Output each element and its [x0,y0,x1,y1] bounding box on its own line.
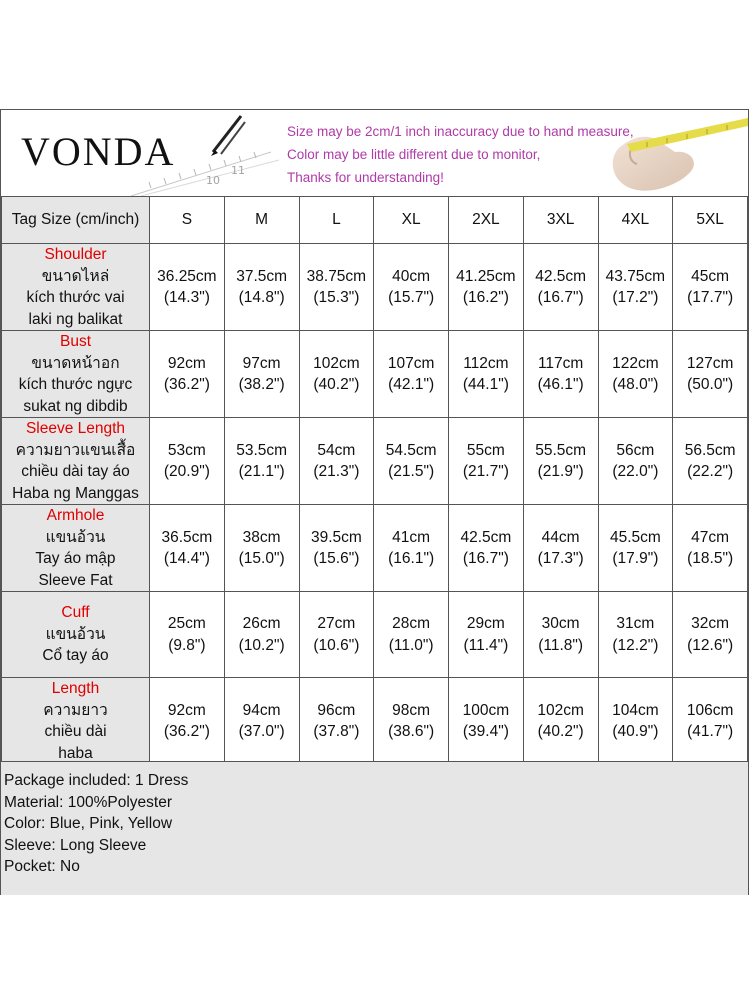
value-cell-xl [374,244,449,331]
measurement-translation: Haba ng Manggas [12,484,139,502]
value-cell-m [224,244,299,331]
value-cell-5xl [673,244,748,331]
size-header-4xl: 4XL [598,197,673,244]
value-cell-l [299,505,374,592]
value-cell-2xl [449,678,524,765]
value-inch: (40.2") [537,723,584,740]
value-cell-5xl [673,505,748,592]
measurement-name: Bust [59,333,91,350]
measurement-label [2,331,150,418]
value-inch: (17.7") [687,289,734,306]
value-cm: 38.75cm [306,267,367,285]
value-cell-4xl [598,418,673,505]
value-cm: 44cm [541,528,580,546]
value-cell-s [150,592,225,678]
measurement-translation: ความยาว [43,701,108,719]
value-inch: (44.1") [462,376,509,393]
measurement-row [2,418,748,505]
value-cm: 25cm [167,615,206,632]
value-inch: (22.2") [687,463,734,480]
value-cm: 43.75cm [605,267,666,285]
value-inch: (14.3") [163,289,210,306]
value-cm: 56.5cm [684,441,736,459]
value-cm: 55.5cm [535,441,587,459]
measurement-name: Armhole [46,507,105,524]
value-cm: 122cm [612,354,659,372]
header-banner [1,110,748,197]
value-cell-s [150,418,225,505]
value-cm: 102cm [537,701,584,719]
value-inch: (15.0") [238,550,285,567]
value-cm: 42.5cm [535,267,587,285]
measurement-row [2,331,748,418]
value-cm: 36.25cm [157,267,217,285]
value-cm: 96cm [317,701,356,719]
value-cm: 45.5cm [609,528,661,546]
hand-tape-illustration [597,110,748,196]
value-cell-2xl [449,244,524,331]
value-inch: (12.6") [687,636,734,654]
size-header-xl: XL [374,197,449,244]
value-cm: 53.5cm [236,441,288,459]
value-cell-3xl [523,505,598,592]
value-inch: (14.8") [238,289,285,306]
value-cm: 98cm [392,701,431,719]
value-cell-l [299,331,374,418]
value-cell-5xl [673,418,748,505]
measurement-translation: Tay áo mập [35,550,116,567]
value-cell-3xl [523,678,598,765]
value-cm: 94cm [242,701,281,719]
value-inch: (11.8") [538,636,584,654]
value-cell-l [299,592,374,678]
value-cell-m [224,418,299,505]
value-cell-4xl [598,244,673,331]
measurement-translation: ความยาวแขนเสื้อ [15,441,136,459]
value-cell-2xl [449,418,524,505]
measurement-row [2,592,748,678]
value-inch: (15.6") [313,550,360,567]
measurement-translation: haba [58,744,93,762]
measurement-translation: ขนาดหน้าอก [31,354,120,372]
value-inch: (21.7") [462,463,509,480]
measurement-translation: kích thước vai [26,289,125,306]
value-inch: (42.1") [388,376,435,393]
value-inch: (36.2") [163,723,210,740]
value-inch: (18.5") [687,550,734,567]
value-cm: 29cm [466,615,505,632]
value-cm: 45cm [691,267,730,285]
measurement-translation: chiều dài tay áo [21,463,130,480]
measurement-label [2,418,150,505]
value-inch: (38.2") [238,376,285,393]
info-line-material: Material: 100%Polyester [4,793,172,811]
value-cm: 39.5cm [310,528,362,546]
value-cell-s [150,678,225,765]
note-line: Size may be 2cm/1 inch inaccuracy due to hand measure, [287,124,634,139]
measurement-name: Cuff [61,604,90,622]
measurement-translation: ขนาดไหล่ [41,267,110,285]
size-header-s: S [150,197,225,244]
info-line-sleeve: Sleeve: Long Sleeve [4,836,147,854]
value-cm: 42.5cm [460,528,512,546]
value-inch: (12.2") [612,636,659,654]
value-cm: 47cm [691,528,730,546]
measurement-notes [287,120,634,189]
value-cell-5xl [673,592,748,678]
value-inch: (11.0") [388,636,434,654]
value-cm: 30cm [541,615,580,632]
measurement-label [2,244,150,331]
value-cm: 97cm [242,354,281,372]
measurement-translation: Cổ tay áo [42,647,109,665]
value-cell-2xl [449,331,524,418]
value-cell-3xl [523,244,598,331]
value-inch: (37.8") [313,723,360,740]
value-cm: 54cm [317,441,356,459]
value-cm: 32cm [691,615,730,632]
value-cm: 127cm [686,354,734,372]
size-chart [0,109,749,895]
svg-text:10: 10 [206,174,220,187]
value-inch: (50.0") [687,376,734,393]
value-cell-s [150,505,225,592]
value-inch: (46.1") [537,376,584,393]
value-inch: (20.9") [163,463,210,480]
value-cm: 92cm [167,354,206,372]
value-cell-4xl [598,505,673,592]
measurement-translation: kích thước ngực [18,376,133,393]
value-inch: (41.7") [687,723,734,740]
value-cell-xl [374,418,449,505]
value-inch: (37.0") [238,723,285,740]
value-inch: (9.8") [168,636,206,654]
value-cell-xl [374,331,449,418]
measurement-translation: chiều dài [44,723,107,740]
value-cm: 37.5cm [236,267,288,285]
value-cm: 28cm [392,615,431,632]
note-line: Color may be little different due to monitor, [287,147,541,162]
value-inch: (16.7") [537,289,584,306]
size-header-3xl: 3XL [523,197,598,244]
value-cm: 40cm [392,267,431,285]
value-cell-4xl [598,592,673,678]
measurement-translation: Sleeve Fat [38,571,113,589]
info-line-package: Package included: 1 Dress [4,772,189,789]
measurement-label [2,678,150,765]
value-inch: (11.4") [463,636,509,654]
measurement-name: Sleeve Length [25,420,126,437]
value-cell-m [224,678,299,765]
value-cell-4xl [598,331,673,418]
size-table [1,196,748,765]
value-cell-3xl [523,418,598,505]
value-inch: (10.6") [313,636,360,654]
size-header-row [2,197,748,244]
value-cm: 55cm [466,441,505,459]
value-inch: (39.4") [462,723,509,740]
value-inch: (48.0") [612,376,659,393]
value-cell-2xl [449,505,524,592]
measurement-name: Length [51,680,100,697]
value-cm: 112cm [463,354,509,372]
measurement-label [2,505,150,592]
value-inch: (21.9") [537,463,584,480]
value-cm: 41.25cm [456,267,516,285]
value-cm: 38cm [242,528,281,546]
value-cm: 54.5cm [385,441,437,459]
value-cm: 106cm [686,701,734,719]
product-info [1,761,748,895]
ruler-pen-illustration [121,112,281,196]
value-cell-l [299,244,374,331]
value-cell-xl [374,678,449,765]
value-cm: 31cm [616,615,655,632]
value-cm: 107cm [387,354,435,372]
value-cm: 27cm [317,615,356,632]
value-inch: (17.3") [537,550,584,567]
info-line-pocket: Pocket: No [4,858,80,875]
value-cm: 117cm [537,354,584,372]
measurement-row [2,244,748,331]
value-cm: 100cm [462,701,510,719]
measurement-name: Shoulder [44,246,107,263]
value-inch: (17.9") [612,550,659,567]
tag-size-header: Tag Size (cm/inch) [2,197,150,244]
measurement-label [2,592,150,678]
value-inch: (21.1") [238,463,285,480]
value-inch: (36.2") [163,376,210,393]
value-cell-l [299,418,374,505]
value-cell-m [224,331,299,418]
value-cm: 92cm [167,701,206,719]
value-cell-2xl [449,592,524,678]
measurement-row [2,505,748,592]
value-inch: (10.2") [238,636,285,654]
size-header-2xl: 2XL [449,197,524,244]
value-cm: 41cm [392,528,431,546]
value-cm: 53cm [167,441,206,459]
value-cell-m [224,505,299,592]
value-inch: (40.9") [612,723,659,740]
value-cell-4xl [598,678,673,765]
value-cell-5xl [673,331,748,418]
value-inch: (21.3") [313,463,360,480]
size-header-5xl: 5XL [673,197,748,244]
brand-logo: VONDA [21,129,176,174]
value-cell-xl [374,592,449,678]
value-cm: 36.5cm [161,528,213,546]
value-cm: 102cm [313,354,360,372]
measurement-translation: แขนอ้วน [45,625,106,643]
value-inch: (16.2") [462,289,509,306]
value-inch: (14.4") [163,550,210,567]
value-inch: (22.0") [612,463,659,480]
measurement-translation: sukat ng dibdib [23,397,128,415]
value-cell-m [224,592,299,678]
value-cm: 104cm [612,701,659,719]
value-inch: (38.6") [388,723,435,740]
value-inch: (21.5") [388,463,435,480]
value-inch: (17.2") [612,289,659,306]
value-cell-s [150,331,225,418]
value-cell-xl [374,505,449,592]
value-cell-5xl [673,678,748,765]
value-inch: (15.3") [313,289,360,306]
size-header-m: M [224,197,299,244]
note-line: Thanks for understanding! [287,170,444,185]
value-cm: 26cm [242,615,281,632]
value-cell-s [150,244,225,331]
value-cell-3xl [523,331,598,418]
info-line-color: Color: Blue, Pink, Yellow [4,815,173,832]
value-cm: 56cm [616,441,655,459]
size-header-l: L [299,197,374,244]
measurement-row [2,678,748,765]
value-inch: (15.7") [388,289,435,306]
measurement-translation: laki ng balikat [28,310,123,328]
value-cell-3xl [523,592,598,678]
value-cell-l [299,678,374,765]
measurement-translation: แขนอ้วน [45,528,106,546]
svg-text:11: 11 [231,164,245,177]
value-inch: (16.7") [462,550,509,567]
value-inch: (40.2") [313,376,360,393]
value-inch: (16.1") [388,550,435,567]
